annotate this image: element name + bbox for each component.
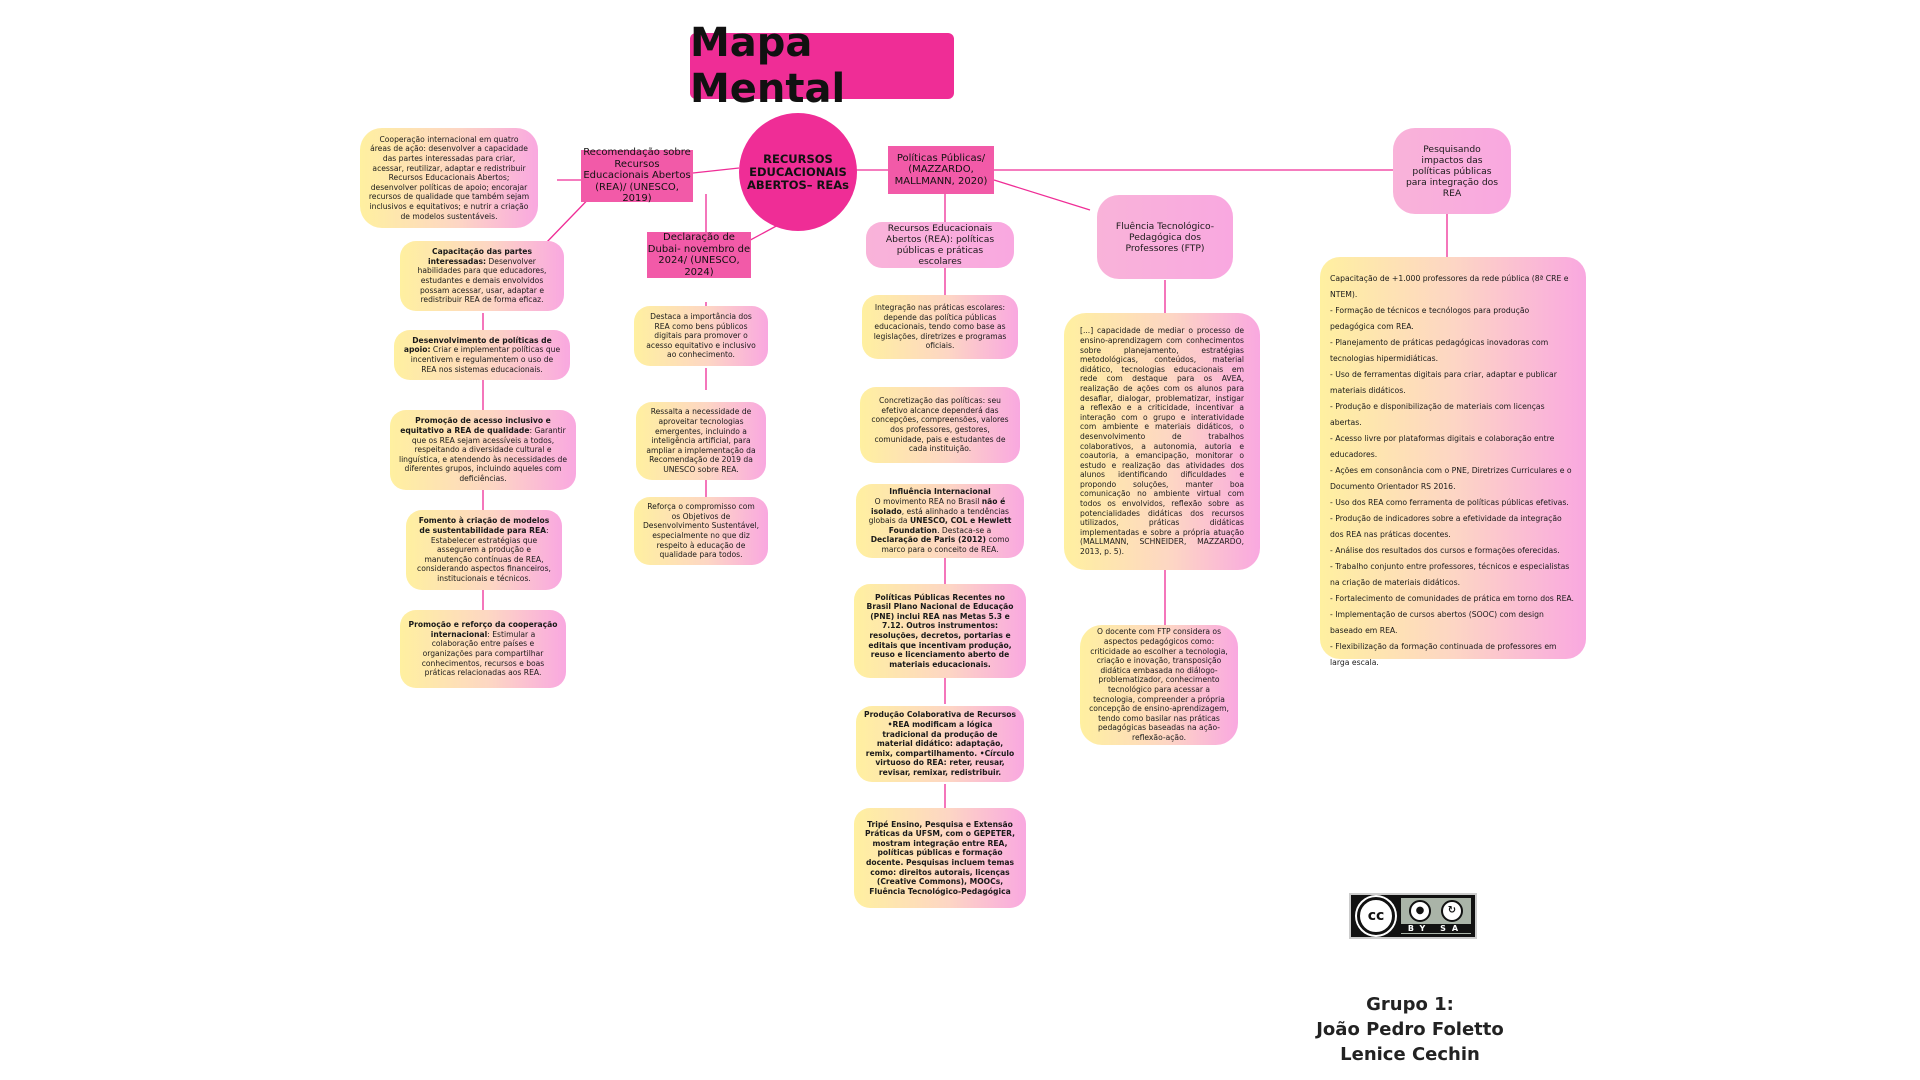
branch-dubai: Declaração de Dubai- novembro de 2024/ (UNESCO, 2024) — [647, 232, 751, 278]
unesco-item: Capacitação das partes interessadas: Desenvolver habilidades para que educadores, estudantes e demais envolvidos possam acessar, usar, adaptar e redistribuir REA de forma eficaz. — [400, 241, 564, 311]
politicas-recentes — [854, 584, 1026, 678]
list-item: Capacitação de +1.000 professores da rede pública (8ª CRE e NTEM). — [1330, 274, 1569, 299]
producao-colaborativa-text: Produção Colaborativa de Recursos •REA modificam a lógica tradicional da produção de material didático: adaptação, remix, compartilhamento. •Círculo virtuoso do REA: reter, reusar, revisar, remixar, redistribuir. — [864, 710, 1016, 777]
dubai-item: Reforça o compromisso com os Objetivos de Desenvolvimento Sustentável, especialmente no que diz respeito à educação de qualidade para todos. — [634, 497, 768, 565]
branch-ftp: Fluência Tecnológico-Pedagógica dos Professores (FTP) — [1097, 195, 1233, 279]
page-title: Mapa Mental — [690, 33, 954, 99]
group-member: Lenice Cechin — [1340, 1044, 1480, 1065]
group-name: Grupo 1: — [1366, 994, 1454, 1015]
cc-by-sa-license-badge — [1349, 893, 1477, 939]
license-labels — [1401, 924, 1471, 933]
dubai-item: Ressalta a necessidade de aproveitar tecnologias emergentes, incluindo a inteligência artificial, para ampliar a implementação da Recomendação de 2019 da UNESCO sobre REA. — [636, 402, 766, 480]
branch-politicas-publicas: Políticas Públicas/ (MAZZARDO, MALLMANN, 2020) — [888, 146, 994, 194]
unesco-item: Desenvolvimento de políticas de apoio: Criar e implementar políticas que incentivem e regulamentem o uso de REA nos sistemas educacionais. — [394, 330, 570, 380]
cc-logo-icon: cc — [1357, 897, 1395, 935]
list-item: - Planejamento de práticas pedagógicas inovadoras com tecnologias hipermidiáticas. — [1330, 338, 1549, 363]
branch-pesquisando: Pesquisando impactos das políticas públicas para integração dos REA — [1393, 128, 1511, 214]
group-member: João Pedro Foletto — [1316, 1019, 1504, 1040]
branch-unesco-2019: Recomendação sobre Recursos Educacionais Abertos (REA)/ (UNESCO, 2019) — [581, 150, 693, 202]
central-topic: RECURSOS EDUCACIONAIS ABERTOS– REAs — [739, 113, 857, 231]
list-item: - Uso dos REA como ferramenta de políticas públicas efetivas. — [1330, 498, 1569, 507]
list-item: - Implementação de cursos abertos (SOOC) com design baseado em REA. — [1330, 610, 1544, 635]
ftp-docente: O docente com FTP considera os aspectos pedagógicos como: criticidade ao escolher a tecnologia, criação e inovação, transposição didática embasada no diálogo-problematizador, conhecimento tecnológico para acessar a tecnologia, compreender a própria concepção de ensino-aprendizagem, tendo como basilar nas práticas pedagógicas baseadas na ação-reflexão-ação. — [1080, 625, 1238, 745]
license-sa-label: SA — [1440, 923, 1465, 933]
pesquisando-list — [1320, 257, 1586, 667]
unesco-intro-note: Cooperação internacional em quatro áreas de ação: desenvolver a capacidade das partes interessadas para criar, acessar, reutilizar, adaptar e redistribuir Recursos Educacionais Abertos; desenvolver políticas de apoio; encorajar recursos de qualidade que também sejam inclusivos e equitativos; e nutrir a criação de modelos sustentáveis. — [360, 128, 538, 228]
producao-colaborativa — [856, 706, 1024, 782]
politicas-recentes-text: Políticas Públicas Recentes no Brasil Plano Nacional de Educação (PNE) inclui REA nas Metas 5.3 e 7.12. Outros instrumentos: resoluções, decretos, portarias e editais que incentivam produção, reuso e licenciamento aberto de materiais educacionais. — [866, 592, 1014, 669]
politicas-item: Concretização das políticas: seu efetivo alcance dependerá das concepções, compreensões, valores dos professores, gestores, comunidade, pais e estudantes de cada instituição. — [860, 387, 1020, 463]
list-item: - Análise dos resultados dos cursos e formações oferecidas. — [1330, 546, 1560, 555]
politicas-subtopic: Recursos Educacionais Abertos (REA): políticas públicas e práticas escolares — [866, 222, 1014, 268]
list-item: - Flexibilização da formação continuada de professores em larga escala. — [1330, 642, 1557, 667]
tripe-ensino-text: Tripé Ensino, Pesquisa e Extensão Práticas da UFSM, com o GEPETER, mostram integração entre REA, políticas públicas e formação docente. Pesquisas incluem temas como: direitos autorais, licenças (Creative Commons), MOOCs, Fluência Tecnológico-Pedagógica — [864, 819, 1016, 896]
list-item: - Formação de técnicos e tecnólogos para produção pedagógica com REA. — [1330, 306, 1530, 331]
list-item: - Acesso livre por plataformas digitais e colaboração entre educadores. — [1330, 434, 1555, 459]
list-item: - Produção e disponibilização de materiais com licenças abertas. — [1330, 402, 1545, 427]
tripe-ensino — [854, 808, 1026, 908]
list-item: - Uso de ferramentas digitais para criar, adaptar e publicar materiais didáticos. — [1330, 370, 1557, 395]
influencia-internacional: Influência Internacional O movimento REA no Brasil não é isolado, está alinhado a tendências globais da UNESCO, COL e Hewlett Foundation. Destaca-se a Declaração de Paris (2012) como marco para o conceito de REA. — [856, 484, 1024, 558]
attribution-icon: ● — [1409, 900, 1431, 922]
list-item: - Produção de indicadores sobre a efetividade da integração dos REA nas práticas docentes. — [1330, 514, 1562, 539]
group-credits — [1310, 992, 1510, 1067]
politicas-item: Integração nas práticas escolares: depende das política públicas educacionais, tendo como base as legislações, diretrizes e programas oficiais. — [862, 295, 1018, 359]
ftp-quote — [1064, 313, 1260, 570]
unesco-item: Promoção e reforço da cooperação internacional: Estimular a colaboração entre países e organizações para compartilhar conhecimentos, recursos e boas práticas relacionadas aos REA. — [400, 610, 566, 688]
unesco-item: Promoção de acesso inclusivo e equitativo a REA de qualidade: Garantir que os REA sejam acessíveis a todos, respeitando a diversidade cultural e linguística, e atendendo às necessidades de diferentes grupos, incluindo aqueles com deficiências. — [390, 410, 576, 490]
list-item: - Fortalecimento de comunidades de prática em torno dos REA. — [1330, 594, 1574, 603]
license-by-label: BY — [1407, 923, 1432, 933]
dubai-item: Destaca a importância dos REA como bens públicos digitais para promover o acesso equitativo e inclusivo ao conhecimento. — [634, 306, 768, 366]
list-item: - Ações em consonância com o PNE, Diretrizes Curriculares e o Documento Orientador RS 2016. — [1330, 466, 1572, 491]
list-item: - Trabalho conjunto entre professores, técnicos e especialistas na criação de materiais didáticos. — [1330, 562, 1570, 587]
unesco-item: Fomento à criação de modelos de sustentabilidade para REA: Estabelecer estratégias que assegurem a produção e manutenção contínuas de REA, considerando aspectos financeiros, institucionais e técnicos. — [406, 510, 562, 590]
ftp-quote-text: [...] capacidade de mediar o processo de ensino-aprendizagem com conhecimentos sobre planejamento, estratégias metodológicas, conteúdos, material didático, tecnologias educacionais em rede com destaque para os AVEA, realização de ações com os alunos para desafiar, dialogar, problematizar, instigar a reflexão e a criticidade, incentivar a interação com o grupo e interatividade com ambiente e materiais didáticos, o desenvolvimento de trabalhos colaborativos, a autonomia, autoria e coautoria, a emancipação, monitorar o estudo e realização das atividades dos alunos identificando dificuldades e propondo soluções, manter boa comunicação no ambiente virtual com todos os envolvidos, reflexão sobre as potencialidades didáticas dos recursos utilizados, práticas didáticas implementadas e sobre a própria atuação (MALLMANN, SCHNEIDER, MAZZARDO, 2013, p. 5). — [1080, 326, 1244, 557]
share-alike-icon: ↻ — [1441, 900, 1463, 922]
license-terms — [1401, 898, 1471, 934]
